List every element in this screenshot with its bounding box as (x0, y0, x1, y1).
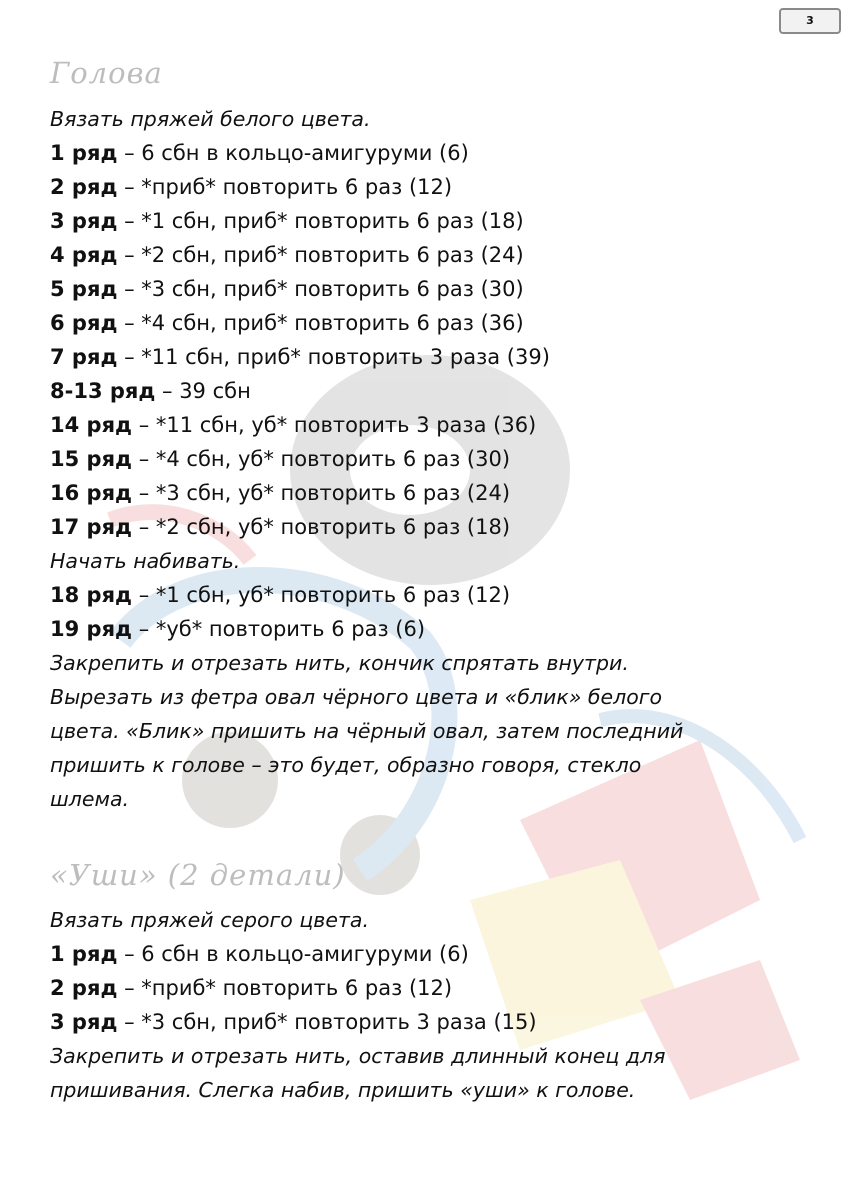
section-head-body (50, 102, 810, 816)
section-ears-body (50, 903, 810, 1107)
page-number-badge: 3 (779, 8, 841, 34)
row-instruction: – *2 сбн, приб* повторить 6 раз (24) (117, 243, 524, 267)
row-label: 3 ряд (50, 1010, 118, 1034)
row-label: 15 ряд (50, 447, 133, 471)
instruction-line: пришить к голове – это будет, образно говоря, стекло (50, 753, 642, 777)
row-instruction: – *2 сбн, уб* повторить 6 раз (18) (132, 515, 511, 539)
row-instruction: – *1 сбн, уб* повторить 6 раз (12) (132, 583, 511, 607)
row-line (50, 578, 810, 612)
row-instruction: – 6 сбн в кольцо-амигуруми (6) (117, 141, 469, 165)
instruction-line: Вырезать из фетра овал чёрного цвета и «блик» белого (50, 685, 663, 709)
row-instruction: – *3 сбн, уб* повторить 6 раз (24) (132, 481, 511, 505)
row-line (50, 510, 810, 544)
row-instruction: – 6 сбн в кольцо-амигуруми (6) (117, 942, 469, 966)
row-label: 14 ряд (50, 413, 133, 437)
row-label: 3 ряд (50, 209, 118, 233)
instruction-line: пришивания. Слегка набив, пришить «уши» к голове. (50, 1078, 636, 1102)
row-line (50, 136, 810, 170)
row-instruction: – *11 сбн, приб* повторить 3 раза (39) (117, 345, 550, 369)
row-line (50, 374, 810, 408)
row-label: 16 ряд (50, 481, 133, 505)
instruction-line: Закрепить и отрезать нить, кончик спрятать внутри. (50, 651, 629, 675)
row-line (50, 408, 810, 442)
row-label: 2 ряд (50, 175, 118, 199)
section-title-head: Голова (50, 56, 163, 90)
row-label: 18 ряд (50, 583, 133, 607)
row-line (50, 971, 810, 1005)
row-label: 7 ряд (50, 345, 118, 369)
row-instruction: – *11 сбн, уб* повторить 3 раза (36) (132, 413, 537, 437)
row-line (50, 476, 810, 510)
row-instruction: – *3 сбн, приб* повторить 3 раза (15) (117, 1010, 537, 1034)
row-label: 5 ряд (50, 277, 118, 301)
row-line (50, 170, 810, 204)
instruction-line: Начать набивать. (50, 549, 241, 573)
row-label: 17 ряд (50, 515, 133, 539)
row-line (50, 272, 810, 306)
row-label: 4 ряд (50, 243, 118, 267)
instruction-line: шлема. (50, 787, 130, 811)
row-instruction: – *4 сбн, уб* повторить 6 раз (30) (132, 447, 511, 471)
row-label: 19 ряд (50, 617, 133, 641)
instruction-line: Вязать пряжей белого цвета. (50, 107, 371, 131)
instruction-line: Вязать пряжей серого цвета. (50, 908, 370, 932)
instruction-line: цвета. «Блик» пришить на чёрный овал, затем последний (50, 719, 684, 743)
row-instruction: – *приб* повторить 6 раз (12) (117, 976, 453, 1000)
row-line (50, 238, 810, 272)
section-title-ears: «Уши» (2 детали) (50, 858, 346, 892)
row-line (50, 204, 810, 238)
row-instruction: – *3 сбн, приб* повторить 6 раз (30) (117, 277, 524, 301)
row-line (50, 1005, 810, 1039)
instruction-line: Закрепить и отрезать нить, оставив длинный конец для (50, 1044, 666, 1068)
row-instruction: – 39 сбн (155, 379, 251, 403)
row-instruction: – *приб* повторить 6 раз (12) (117, 175, 453, 199)
row-label: 2 ряд (50, 976, 118, 1000)
row-instruction: – *уб* повторить 6 раз (6) (132, 617, 426, 641)
row-label: 1 ряд (50, 942, 118, 966)
row-instruction: – *4 сбн, приб* повторить 6 раз (36) (117, 311, 524, 335)
row-line (50, 340, 810, 374)
row-instruction: – *1 сбн, приб* повторить 6 раз (18) (117, 209, 524, 233)
row-line (50, 306, 810, 340)
row-label: 6 ряд (50, 311, 118, 335)
row-label: 1 ряд (50, 141, 118, 165)
row-line (50, 612, 810, 646)
row-line (50, 937, 810, 971)
row-label: 8-13 ряд (50, 379, 156, 403)
row-line (50, 442, 810, 476)
